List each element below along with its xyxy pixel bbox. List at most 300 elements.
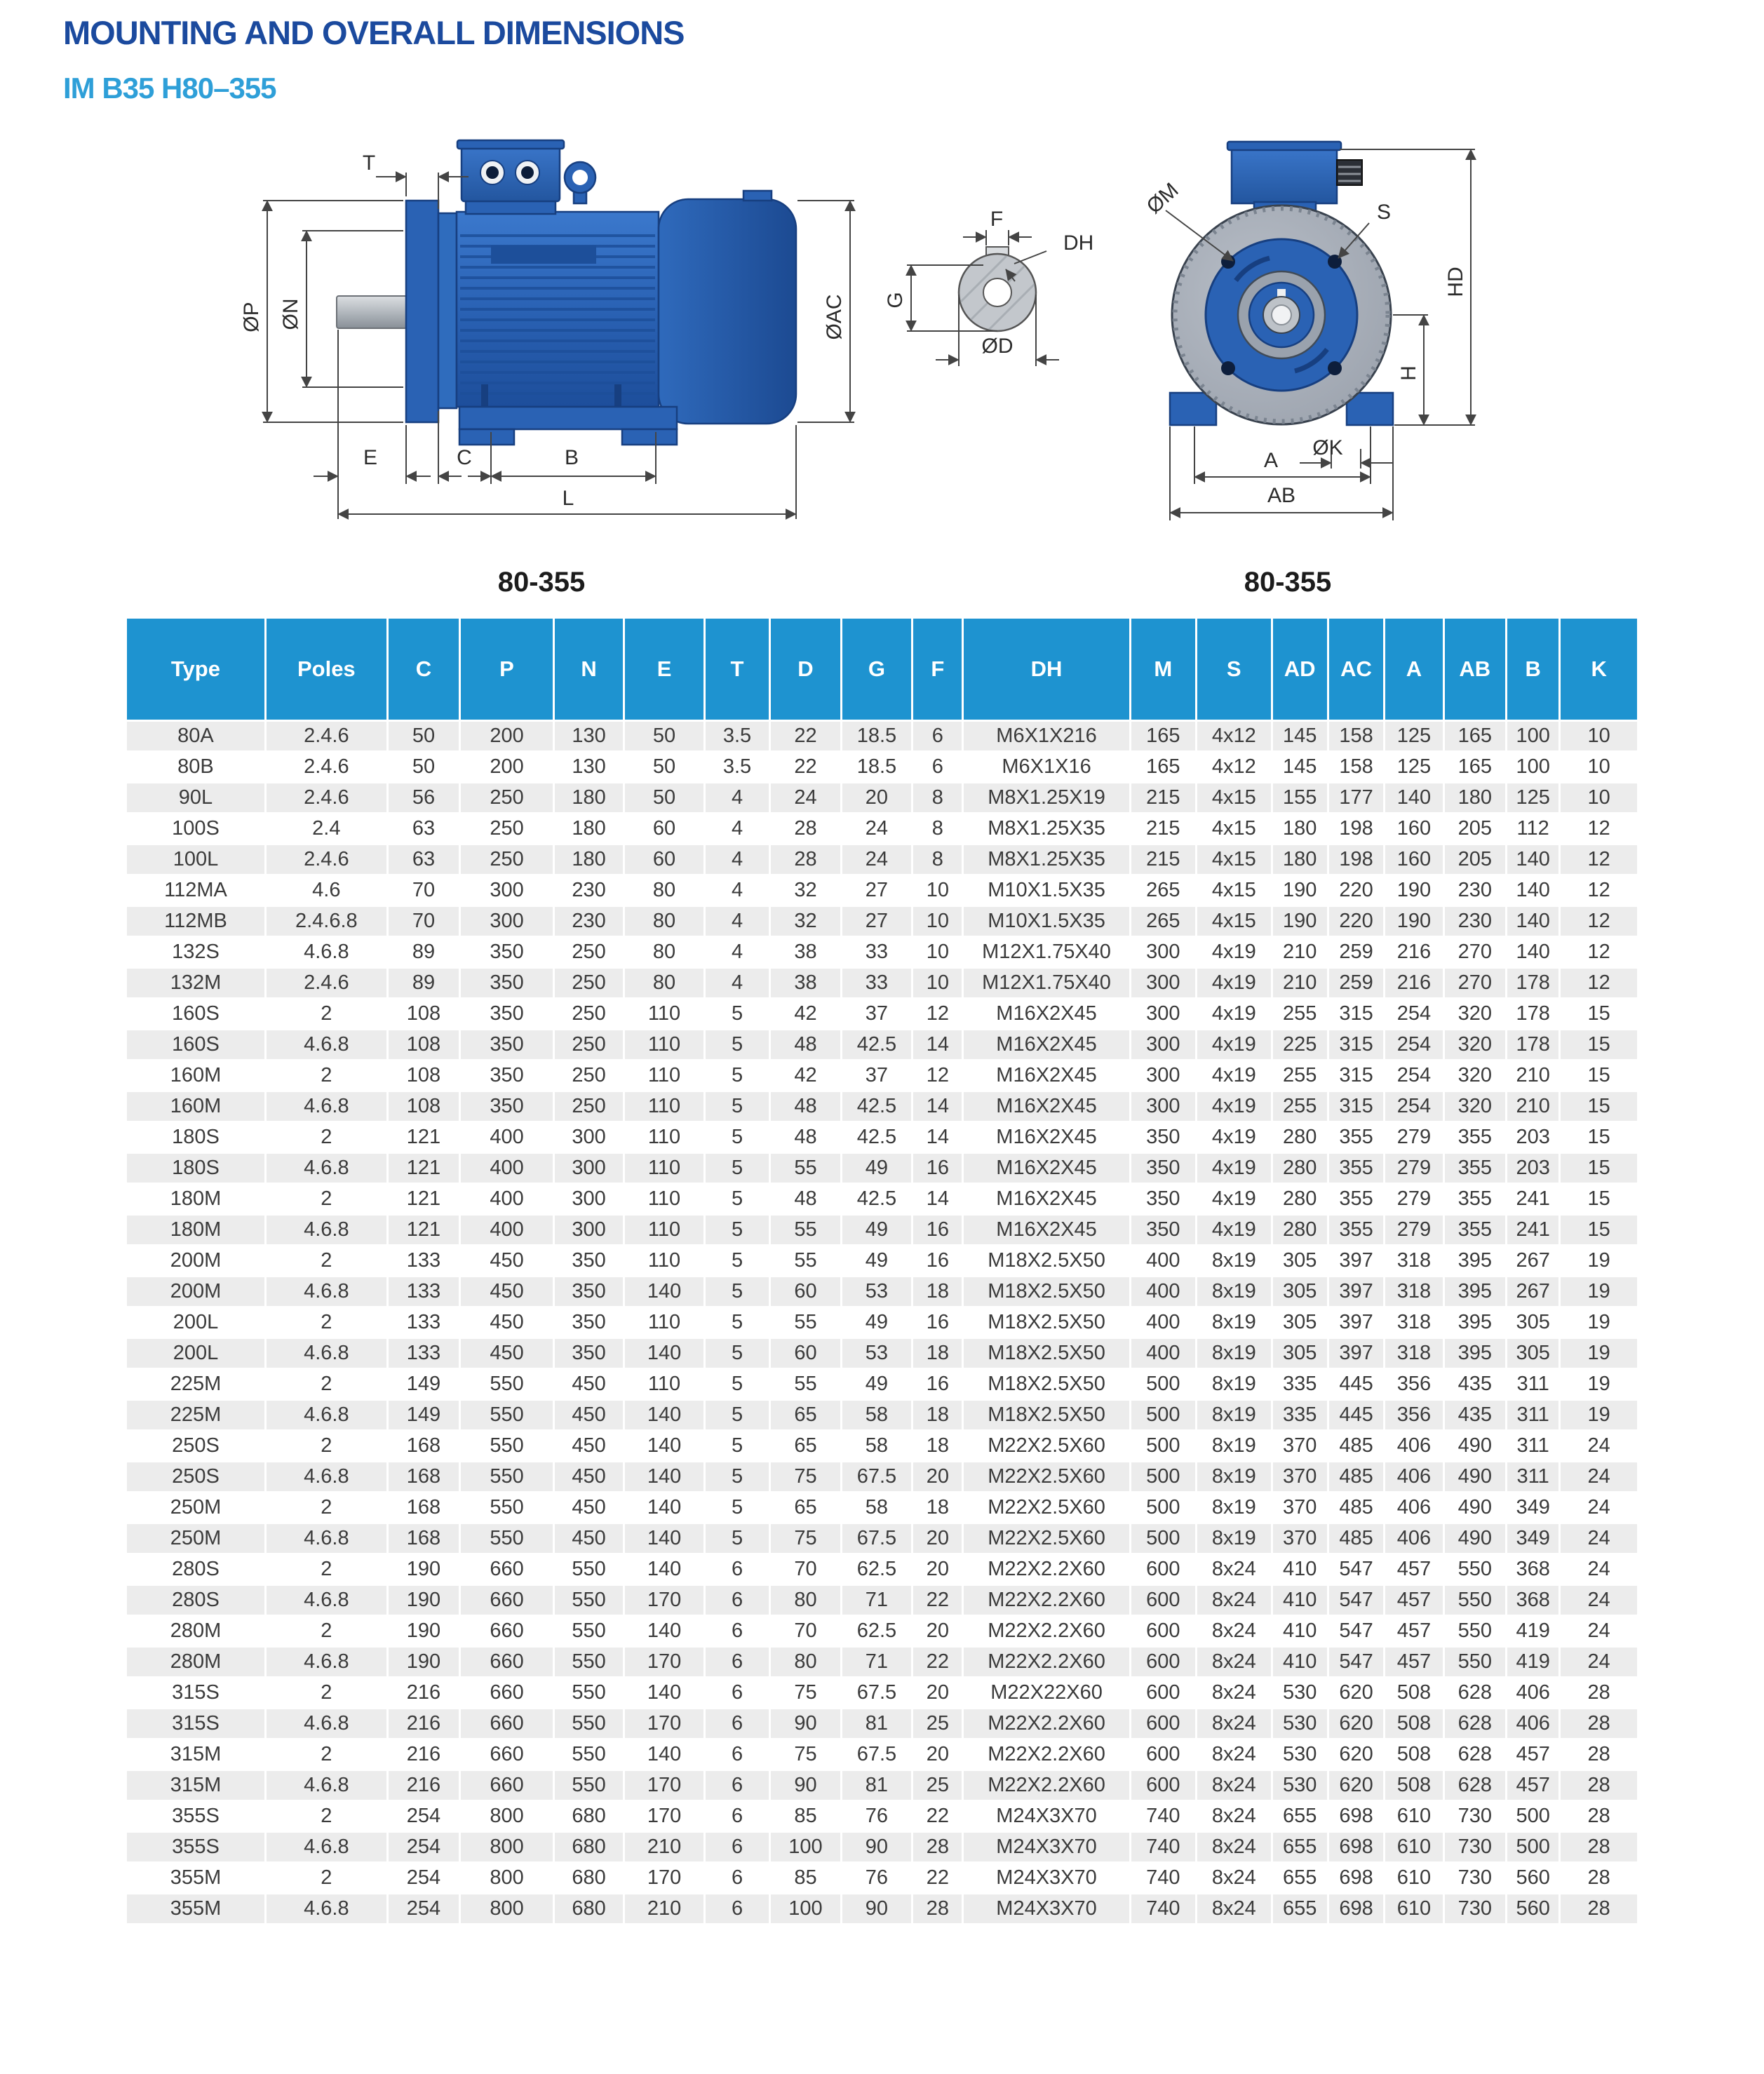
cell-ab: 230: [1445, 907, 1505, 936]
table-row: [127, 1308, 1637, 1337]
cell-k: 12: [1561, 907, 1637, 936]
cell-t: 6: [706, 1555, 769, 1584]
cell-f: 20: [913, 1555, 962, 1584]
cell-k: 15: [1561, 999, 1637, 1028]
cell-dh: M12X1.75X40: [964, 969, 1129, 997]
cell-poles: 2: [267, 1185, 386, 1213]
cell-poles: 2.4.6: [267, 845, 386, 874]
cell-dh: M10X1.5X35: [964, 876, 1129, 905]
cell-g: 49: [842, 1308, 911, 1337]
cell-n: 550: [555, 1771, 623, 1800]
cell-type: 200L: [127, 1308, 264, 1337]
cell-dh: M16X2X45: [964, 1216, 1129, 1244]
cell-g: 58: [842, 1432, 911, 1460]
cell-a: 508: [1385, 1740, 1442, 1769]
cell-n: 250: [555, 938, 623, 967]
cell-a: 318: [1385, 1308, 1442, 1337]
cell-k: 15: [1561, 1185, 1637, 1213]
cell-poles: 4.6.8: [267, 1586, 386, 1615]
cell-k: 28: [1561, 1894, 1637, 1923]
cell-p: 200: [461, 753, 553, 781]
cell-p: 660: [461, 1709, 553, 1738]
table-row: [127, 1493, 1637, 1522]
cell-ac: 315: [1329, 1030, 1383, 1059]
cell-ac: 198: [1329, 845, 1383, 874]
cell-n: 550: [555, 1678, 623, 1707]
cell-m: 350: [1131, 1154, 1195, 1183]
cell-ab: 550: [1445, 1555, 1505, 1584]
cell-k: 12: [1561, 814, 1637, 843]
cell-m: 500: [1131, 1401, 1195, 1429]
cell-p: 350: [461, 969, 553, 997]
cell-type: 80B: [127, 753, 264, 781]
cell-k: 19: [1561, 1370, 1637, 1399]
cell-t: 6: [706, 1802, 769, 1831]
cell-b: 210: [1507, 1061, 1558, 1090]
cell-p: 660: [461, 1771, 553, 1800]
cell-k: 28: [1561, 1740, 1637, 1769]
cell-a: 406: [1385, 1524, 1442, 1553]
cell-t: 6: [706, 1617, 769, 1645]
cell-c: 168: [389, 1493, 459, 1522]
cell-poles: 4.6: [267, 876, 386, 905]
cell-p: 660: [461, 1678, 553, 1707]
front-view-caption: 80-355: [1244, 567, 1332, 598]
cell-type: 315M: [127, 1771, 264, 1800]
cell-type: 250S: [127, 1462, 264, 1491]
cell-t: 5: [706, 1246, 769, 1275]
table-row: [127, 1123, 1637, 1152]
cell-type: 280M: [127, 1617, 264, 1645]
cell-poles: 4.6.8: [267, 1709, 386, 1738]
conduit-fitting-icon: [1337, 160, 1362, 185]
cell-poles: 2: [267, 1864, 386, 1892]
cell-ab: 730: [1445, 1802, 1505, 1831]
column-header-e: E: [625, 619, 703, 720]
cell-ad: 335: [1273, 1370, 1327, 1399]
cell-a: 254: [1385, 1092, 1442, 1121]
cell-e: 170: [625, 1864, 703, 1892]
cell-dh: M24X3X70: [964, 1864, 1129, 1892]
cell-ab: 320: [1445, 1092, 1505, 1121]
cell-b: 100: [1507, 722, 1558, 750]
cell-poles: 2: [267, 1555, 386, 1584]
table-row: [127, 1216, 1637, 1244]
cell-s: 8x19: [1197, 1308, 1270, 1337]
cell-c: 168: [389, 1432, 459, 1460]
cell-a: 279: [1385, 1185, 1442, 1213]
cell-ac: 355: [1329, 1216, 1383, 1244]
cell-k: 15: [1561, 1030, 1637, 1059]
cell-a: 125: [1385, 753, 1442, 781]
cell-poles: 4.6.8: [267, 1277, 386, 1306]
cell-a: 610: [1385, 1802, 1442, 1831]
cell-p: 300: [461, 907, 553, 936]
cell-t: 6: [706, 1833, 769, 1861]
cell-k: 15: [1561, 1154, 1637, 1183]
cell-ad: 210: [1273, 969, 1327, 997]
cell-c: 190: [389, 1555, 459, 1584]
cell-p: 450: [461, 1246, 553, 1275]
cell-dh: M8X1.25X19: [964, 783, 1129, 812]
cell-ad: 280: [1273, 1216, 1327, 1244]
cell-type: 80A: [127, 722, 264, 750]
cell-g: 42.5: [842, 1185, 911, 1213]
cell-s: 8x24: [1197, 1740, 1270, 1769]
cell-s: 8x19: [1197, 1339, 1270, 1368]
cell-p: 550: [461, 1432, 553, 1460]
table-head: [127, 619, 1637, 720]
cell-n: 550: [555, 1617, 623, 1645]
cell-d: 22: [771, 722, 840, 750]
cell-k: 10: [1561, 783, 1637, 812]
cell-dh: M8X1.25X35: [964, 814, 1129, 843]
cell-p: 400: [461, 1154, 553, 1183]
cell-m: 265: [1131, 876, 1195, 905]
cell-a: 279: [1385, 1154, 1442, 1183]
cell-a: 610: [1385, 1864, 1442, 1892]
cell-p: 660: [461, 1555, 553, 1584]
cell-c: 216: [389, 1709, 459, 1738]
cell-g: 49: [842, 1246, 911, 1275]
table-row: [127, 1154, 1637, 1183]
terminal-box-lid: [457, 140, 564, 149]
cell-a: 190: [1385, 876, 1442, 905]
cell-m: 600: [1131, 1678, 1195, 1707]
cell-p: 550: [461, 1370, 553, 1399]
table-row: [127, 1339, 1637, 1368]
cell-s: 8x19: [1197, 1401, 1270, 1429]
column-header-b: B: [1507, 619, 1558, 720]
cell-g: 37: [842, 1061, 911, 1090]
cell-t: 3.5: [706, 722, 769, 750]
cell-g: 20: [842, 783, 911, 812]
cell-f: 28: [913, 1833, 962, 1861]
cell-ad: 305: [1273, 1339, 1327, 1368]
cell-n: 680: [555, 1894, 623, 1923]
cell-n: 230: [555, 876, 623, 905]
cell-a: 216: [1385, 938, 1442, 967]
dim-label-ac: ØAC: [823, 294, 846, 340]
cell-b: 241: [1507, 1216, 1558, 1244]
cell-ad: 410: [1273, 1617, 1327, 1645]
cell-c: 70: [389, 876, 459, 905]
table-row: [127, 1771, 1637, 1800]
cell-ac: 315: [1329, 1092, 1383, 1121]
table-row: [127, 753, 1637, 781]
cell-m: 500: [1131, 1524, 1195, 1553]
cell-t: 5: [706, 1432, 769, 1460]
cell-p: 350: [461, 1092, 553, 1121]
cell-f: 16: [913, 1246, 962, 1275]
cell-k: 19: [1561, 1339, 1637, 1368]
cell-d: 38: [771, 969, 840, 997]
cell-ab: 628: [1445, 1709, 1505, 1738]
cell-k: 24: [1561, 1462, 1637, 1491]
cell-d: 60: [771, 1339, 840, 1368]
cell-poles: 4.6.8: [267, 1462, 386, 1491]
cell-ab: 230: [1445, 876, 1505, 905]
cell-d: 75: [771, 1740, 840, 1769]
cell-f: 20: [913, 1678, 962, 1707]
cell-ac: 485: [1329, 1493, 1383, 1522]
cell-type: 90L: [127, 783, 264, 812]
cell-f: 22: [913, 1648, 962, 1676]
cell-f: 18: [913, 1432, 962, 1460]
cell-ab: 490: [1445, 1462, 1505, 1491]
cell-ac: 445: [1329, 1401, 1383, 1429]
cell-p: 660: [461, 1740, 553, 1769]
cell-d: 75: [771, 1524, 840, 1553]
cell-b: 311: [1507, 1432, 1558, 1460]
cell-p: 660: [461, 1586, 553, 1615]
cell-n: 300: [555, 1123, 623, 1152]
cell-g: 58: [842, 1401, 911, 1429]
cell-t: 4: [706, 969, 769, 997]
cell-d: 22: [771, 753, 840, 781]
cell-m: 165: [1131, 753, 1195, 781]
cell-type: 280S: [127, 1586, 264, 1615]
cell-s: 4x19: [1197, 1185, 1270, 1213]
cell-p: 350: [461, 1030, 553, 1059]
cell-c: 149: [389, 1401, 459, 1429]
cell-dh: M18X2.5X50: [964, 1339, 1129, 1368]
cell-e: 170: [625, 1802, 703, 1831]
cell-ac: 485: [1329, 1432, 1383, 1460]
cell-k: 24: [1561, 1648, 1637, 1676]
cell-f: 8: [913, 845, 962, 874]
cell-type: 180M: [127, 1216, 264, 1244]
cell-c: 190: [389, 1617, 459, 1645]
table-row: [127, 1432, 1637, 1460]
side-view-drawing: [240, 140, 854, 519]
cell-e: 110: [625, 1308, 703, 1337]
cell-dh: M18X2.5X50: [964, 1246, 1129, 1275]
cell-g: 49: [842, 1216, 911, 1244]
table-row: [127, 1864, 1637, 1892]
table-row: [127, 1401, 1637, 1429]
cell-n: 350: [555, 1277, 623, 1306]
cell-k: 28: [1561, 1771, 1637, 1800]
cell-ab: 355: [1445, 1216, 1505, 1244]
cell-p: 550: [461, 1524, 553, 1553]
cell-f: 28: [913, 1894, 962, 1923]
cell-ad: 410: [1273, 1555, 1327, 1584]
cell-n: 450: [555, 1401, 623, 1429]
cell-poles: 4.6.8: [267, 1833, 386, 1861]
cell-c: 89: [389, 938, 459, 967]
cell-s: 8x24: [1197, 1678, 1270, 1707]
cell-e: 110: [625, 1370, 703, 1399]
cell-k: 19: [1561, 1401, 1637, 1429]
cell-c: 133: [389, 1308, 459, 1337]
cell-s: 8x24: [1197, 1894, 1270, 1923]
column-header-n: N: [555, 619, 623, 720]
cell-s: 8x24: [1197, 1802, 1270, 1831]
cell-t: 5: [706, 1092, 769, 1121]
cell-a: 279: [1385, 1216, 1442, 1244]
cell-e: 140: [625, 1401, 703, 1429]
cell-c: 190: [389, 1586, 459, 1615]
cell-dh: M18X2.5X50: [964, 1308, 1129, 1337]
cell-g: 81: [842, 1771, 911, 1800]
cell-g: 33: [842, 938, 911, 967]
cell-a: 125: [1385, 722, 1442, 750]
cell-k: 24: [1561, 1617, 1637, 1645]
cell-poles: 2.4: [267, 814, 386, 843]
cell-ad: 305: [1273, 1277, 1327, 1306]
cell-ad: 305: [1273, 1308, 1327, 1337]
cell-dh: M22X2.5X60: [964, 1493, 1129, 1522]
table-row: [127, 1370, 1637, 1399]
cell-n: 250: [555, 999, 623, 1028]
cell-g: 18.5: [842, 722, 911, 750]
cell-m: 350: [1131, 1123, 1195, 1152]
dim-label-dh: DH: [1063, 231, 1094, 255]
cell-f: 10: [913, 907, 962, 936]
cell-ac: 547: [1329, 1586, 1383, 1615]
cell-ad: 530: [1273, 1678, 1327, 1707]
cell-p: 350: [461, 999, 553, 1028]
cell-type: 250M: [127, 1493, 264, 1522]
cell-k: 10: [1561, 722, 1637, 750]
cell-ab: 180: [1445, 783, 1505, 812]
cell-d: 48: [771, 1030, 840, 1059]
cell-k: 10: [1561, 753, 1637, 781]
cell-a: 406: [1385, 1432, 1442, 1460]
cell-b: 560: [1507, 1864, 1558, 1892]
cell-f: 10: [913, 969, 962, 997]
cell-e: 50: [625, 722, 703, 750]
cell-g: 49: [842, 1154, 911, 1183]
cell-dh: M12X1.75X40: [964, 938, 1129, 967]
dim-label-c: C: [457, 446, 472, 469]
cell-ac: 315: [1329, 1061, 1383, 1090]
cell-f: 22: [913, 1802, 962, 1831]
column-header-g: G: [842, 619, 911, 720]
cell-g: 67.5: [842, 1524, 911, 1553]
cell-g: 81: [842, 1709, 911, 1738]
cell-s: 4x19: [1197, 1061, 1270, 1090]
cell-m: 400: [1131, 1339, 1195, 1368]
cell-type: 315S: [127, 1678, 264, 1707]
cell-f: 6: [913, 753, 962, 781]
cell-ac: 547: [1329, 1555, 1383, 1584]
cell-poles: 2: [267, 1370, 386, 1399]
cell-p: 550: [461, 1493, 553, 1522]
cell-ab: 628: [1445, 1771, 1505, 1800]
cell-c: 50: [389, 753, 459, 781]
cell-type: 160S: [127, 1030, 264, 1059]
cell-m: 740: [1131, 1833, 1195, 1861]
cell-n: 680: [555, 1833, 623, 1861]
cell-ad: 180: [1273, 814, 1327, 843]
cell-d: 100: [771, 1894, 840, 1923]
cell-f: 16: [913, 1370, 962, 1399]
cell-s: 4x15: [1197, 845, 1270, 874]
cell-c: 216: [389, 1678, 459, 1707]
cell-a: 457: [1385, 1586, 1442, 1615]
cell-dh: M18X2.5X50: [964, 1401, 1129, 1429]
cell-ac: 620: [1329, 1740, 1383, 1769]
cell-c: 70: [389, 907, 459, 936]
cell-t: 5: [706, 1061, 769, 1090]
cell-e: 80: [625, 938, 703, 967]
cell-f: 18: [913, 1277, 962, 1306]
table-row: [127, 783, 1637, 812]
eyebolt-icon: [565, 162, 595, 203]
cell-p: 450: [461, 1339, 553, 1368]
cell-p: 800: [461, 1833, 553, 1861]
table-row: [127, 1061, 1637, 1090]
cell-s: 4x15: [1197, 876, 1270, 905]
cell-ac: 355: [1329, 1154, 1383, 1183]
cell-g: 24: [842, 814, 911, 843]
cell-a: 508: [1385, 1678, 1442, 1707]
cell-a: 508: [1385, 1771, 1442, 1800]
cell-a: 508: [1385, 1709, 1442, 1738]
cell-poles: 4.6.8: [267, 1154, 386, 1183]
cell-m: 600: [1131, 1740, 1195, 1769]
cell-k: 12: [1561, 876, 1637, 905]
cell-c: 133: [389, 1339, 459, 1368]
table-row: [127, 876, 1637, 905]
cell-s: 4x19: [1197, 999, 1270, 1028]
cell-type: 225M: [127, 1370, 264, 1399]
dim-label-e: E: [363, 446, 378, 469]
cell-m: 500: [1131, 1493, 1195, 1522]
cell-type: 160M: [127, 1061, 264, 1090]
cell-poles: 2: [267, 1246, 386, 1275]
cell-ab: 270: [1445, 938, 1505, 967]
cell-type: 355S: [127, 1802, 264, 1831]
cell-d: 28: [771, 845, 840, 874]
cell-d: 80: [771, 1586, 840, 1615]
cell-ac: 547: [1329, 1648, 1383, 1676]
cell-ad: 280: [1273, 1123, 1327, 1152]
cell-e: 140: [625, 1740, 703, 1769]
cell-g: 49: [842, 1370, 911, 1399]
cell-e: 140: [625, 1493, 703, 1522]
cell-s: 8x19: [1197, 1277, 1270, 1306]
cell-b: 457: [1507, 1740, 1558, 1769]
cell-k: 19: [1561, 1277, 1637, 1306]
cell-type: 200M: [127, 1246, 264, 1275]
cell-ab: 395: [1445, 1246, 1505, 1275]
cell-d: 65: [771, 1432, 840, 1460]
cell-m: 215: [1131, 814, 1195, 843]
cell-m: 300: [1131, 969, 1195, 997]
table-row: [127, 1462, 1637, 1491]
cell-d: 85: [771, 1864, 840, 1892]
cell-b: 140: [1507, 938, 1558, 967]
cell-n: 350: [555, 1308, 623, 1337]
cell-poles: 4.6.8: [267, 1030, 386, 1059]
cell-ac: 620: [1329, 1678, 1383, 1707]
cell-n: 300: [555, 1154, 623, 1183]
dim-label-s: S: [1377, 201, 1392, 224]
cell-e: 140: [625, 1555, 703, 1584]
cell-d: 75: [771, 1678, 840, 1707]
cell-ab: 395: [1445, 1277, 1505, 1306]
cell-poles: 4.6.8: [267, 1401, 386, 1429]
cell-ad: 655: [1273, 1802, 1327, 1831]
cell-s: 4x19: [1197, 1030, 1270, 1059]
cell-e: 140: [625, 1617, 703, 1645]
cell-type: 250M: [127, 1524, 264, 1553]
cell-m: 740: [1131, 1864, 1195, 1892]
technical-drawings: [0, 105, 1764, 617]
